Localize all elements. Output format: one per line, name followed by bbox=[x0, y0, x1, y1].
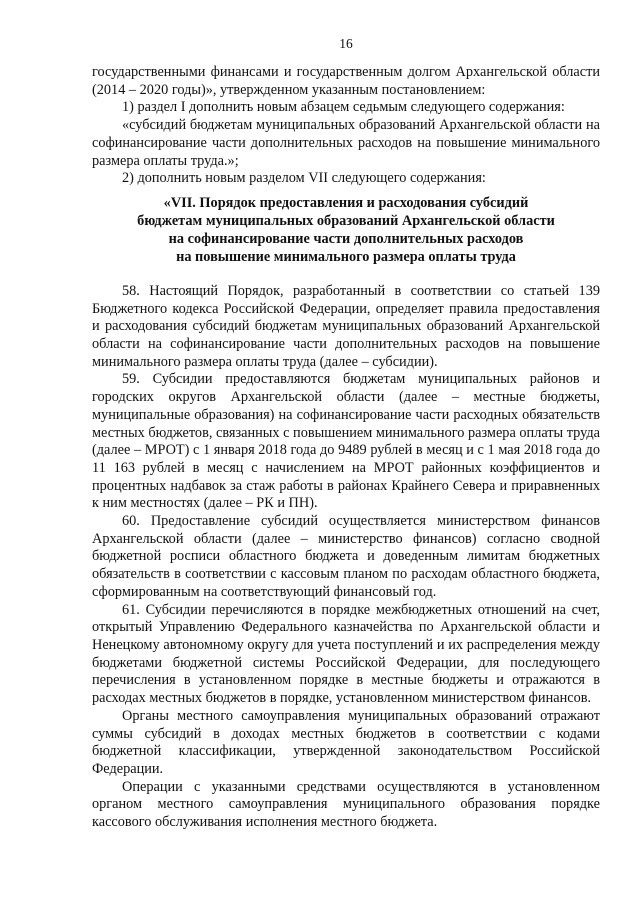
paragraph-59: 59. Субсидии предоставляются бюджетам муниципальных районов и городских округов Архангельской области (далее – местные бюджеты, муниципальные образования) на софинансирование части расходных обязательств местных бюджетов, связанных с повышением минимального размера оплаты труда (далее – МРОТ) с 1 января 2018 года до 9489 рублей в месяц и с 1 мая 2018 года до 11 163 рублей в месяц с начислением на МРОТ районных коэффициентов и процентных надбавок за стаж работы в районах Крайнего Севера и приравненных к ним местностях (далее – РК и ПН). bbox=[92, 371, 600, 512]
section-heading bbox=[92, 194, 600, 266]
paragraph-quote: «субсидий бюджетам муниципальных образований Архангельской области на софинансирование части дополнительных расходов на повышение минимального размера оплаты труда.»; bbox=[92, 117, 600, 169]
paragraph-58: 58. Настоящий Порядок, разработанный в соответствии со статьей 139 Бюджетного кодекса Российской Федерации, определяет правила предоставления и расходования субсидий бюджетам муниципальных образований Архангельской области на софинансирование части дополнительных расходов на повышение минимального размера оплаты труда (далее – субсидии). bbox=[92, 282, 600, 370]
section-heading-line: на софинансирование части дополнительных расходов bbox=[168, 230, 524, 247]
document-body bbox=[92, 64, 600, 832]
section-heading-line: «VII. Порядок предоставления и расходования субсидий bbox=[163, 194, 529, 211]
paragraph-61: 61. Субсидии перечисляются в порядке межбюджетных отношений на счет, открытый Управлению Федерального казначейства по Архангельской области и Ненецкому автономному округу для учета поступлений и их распределения между бюджетами бюджетной системы Российской Федерации, для последующего перечисления в установленном порядке в местные бюджеты и отражаются в расходах местных бюджетов в порядке, установленном министерством финансов. bbox=[92, 601, 600, 707]
paragraph-61-cont-2: Операции с указанными средствами осуществляются в установленном органом местного самоуправления муниципального образования порядке кассового обслуживания исполнения местного бюджета. bbox=[92, 778, 600, 831]
page-number: 16 bbox=[339, 36, 353, 51]
paragraph-item-1: 1) раздел I дополнить новым абзацем седьмым следующего содержания: bbox=[122, 99, 565, 116]
paragraph-60: 60. Предоставление субсидий осуществляется министерством финансов Архангельской области (далее – министерство финансов) согласно сводной бюджетной росписи областного бюджета и доведенным лимитам бюджетных обязательств в соответствии с кассовым планом по расходам областного бюджета, сформированным на соответствующий финансовый год. bbox=[92, 513, 600, 600]
paragraph-intro: государственными финансами и государственным долгом Архангельской области (2014 – 2020 годы)», утвержденном указанным постановлением: bbox=[92, 64, 600, 98]
document-page bbox=[92, 0, 600, 905]
section-heading-line: бюджетам муниципальных образований Архангельской области bbox=[137, 212, 555, 229]
paragraph-item-2: 2) дополнить новым разделом VII следующего содержания: bbox=[122, 170, 486, 187]
paragraph-61-cont-1: Органы местного самоуправления муниципальных образований отражают суммы субсидий в доходах местных бюджетов в соответствии с кодами бюджетной классификации, утвержденной законодательством Российской Федерации. bbox=[92, 707, 600, 777]
section-heading-line: на повышение минимального размера оплаты труда bbox=[176, 248, 516, 265]
